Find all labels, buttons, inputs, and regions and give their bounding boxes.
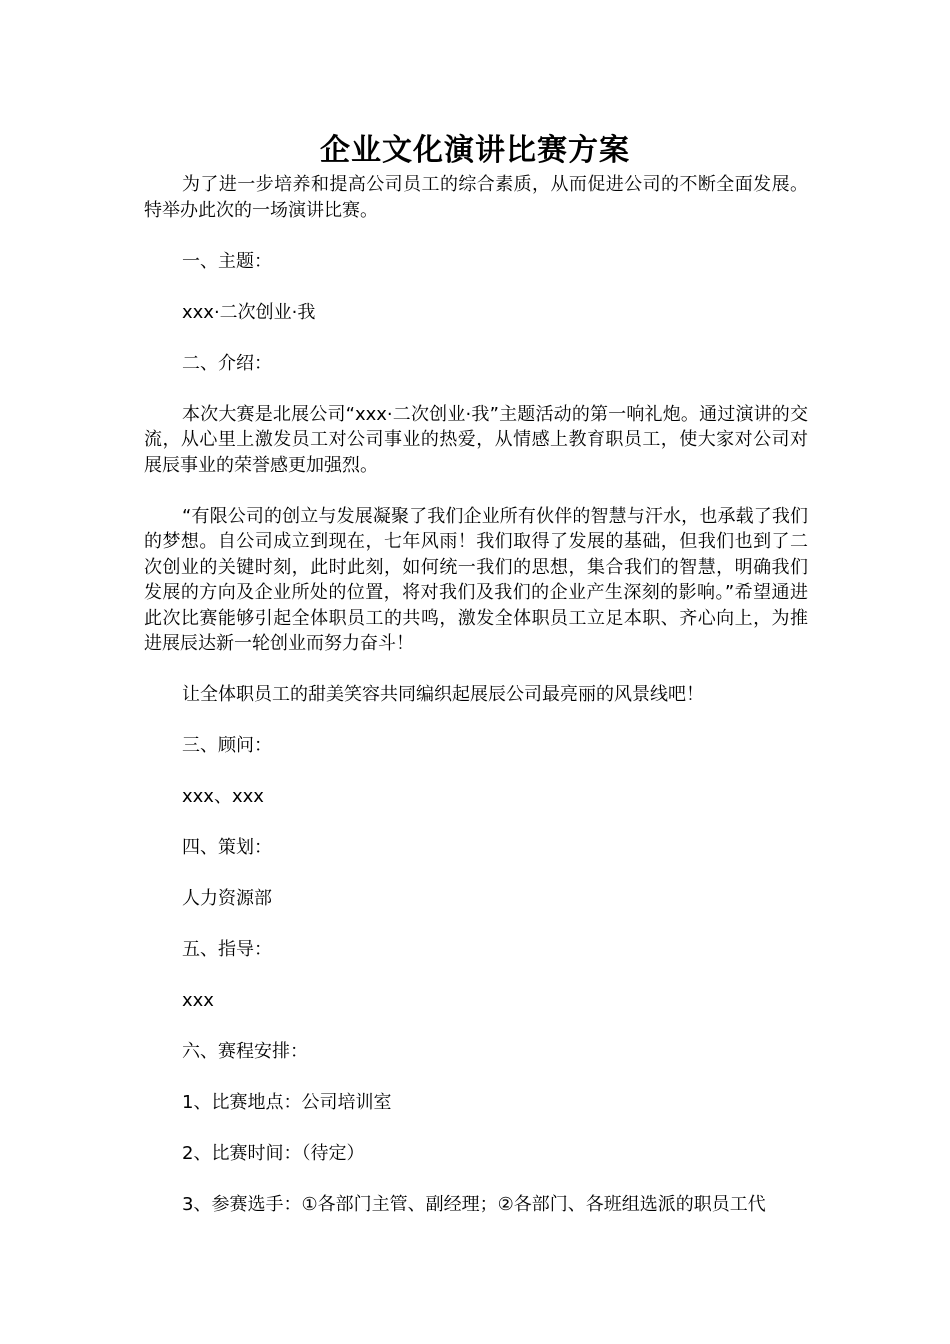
- heading-schedule: 六、赛程安排：: [182, 1041, 308, 1062]
- schedule-item-location: 1、比赛地点：公司培训室: [182, 1092, 392, 1113]
- schedule-item-contestants: 3、参赛选手：①各部门主管、副经理；②各部门、各班组选派的职员工代: [182, 1194, 766, 1215]
- paragraph-closing: 让全体职员工的甜美笑容共同编织起展辰公司最亮丽的风景线吧！: [182, 684, 704, 705]
- document-body: [144, 172, 808, 1218]
- heading-theme: 一、主题：: [182, 250, 272, 272]
- heading-planning: 四、策划：: [182, 837, 272, 858]
- paragraph-intro: 为了进一步培养和提高公司员工的综合素质，从而促进公司的不断全面发展。特举办此次的一场演讲比赛。: [144, 174, 808, 221]
- schedule-item-time: 2、比赛时间：（待定）: [182, 1143, 365, 1164]
- paragraph-quote: “有限公司的创立与发展凝聚了我们企业所有伙伴的智慧与汗水，也承载了我们的梦想。自公司成立到现在，七年风雨！我们取得了发展的基础，但我们也到了二次创业的关键时刻，此时此刻，如何统一我们的思想，集合我们的智慧，明确我们发展的方向及企业所处的位置，将对我们及我们的企业产生深刻的影响。”希望通进此次比赛能够引起全体职员工的共鸣，激发全体职员工立足本职、齐心向上，为推进展辰达新一轮创业而努力奋斗！: [144, 505, 808, 654]
- paragraph-introduction: 本次大赛是北展公司“xxx·二次创业·我”主题活动的第一响礼炮。通过演讲的交流，从心里上激发员工对公司事业的热爱，从情感上教育职员工，使大家对公司对展辰事业的荣誉感更加强烈。: [144, 403, 808, 476]
- heading-guidance: 五、指导：: [182, 939, 272, 960]
- paragraph-advisor: xxx、xxx: [182, 786, 264, 807]
- paragraph-planning: 人力资源部: [182, 888, 272, 909]
- paragraph-guidance: xxx: [182, 990, 214, 1011]
- heading-advisor: 三、顾问：: [182, 735, 272, 756]
- heading-introduction: 二、介绍：: [182, 352, 272, 374]
- paragraph-theme: xxx·二次创业·我: [182, 301, 316, 323]
- document-title: 企业文化演讲比赛方案: [320, 133, 630, 168]
